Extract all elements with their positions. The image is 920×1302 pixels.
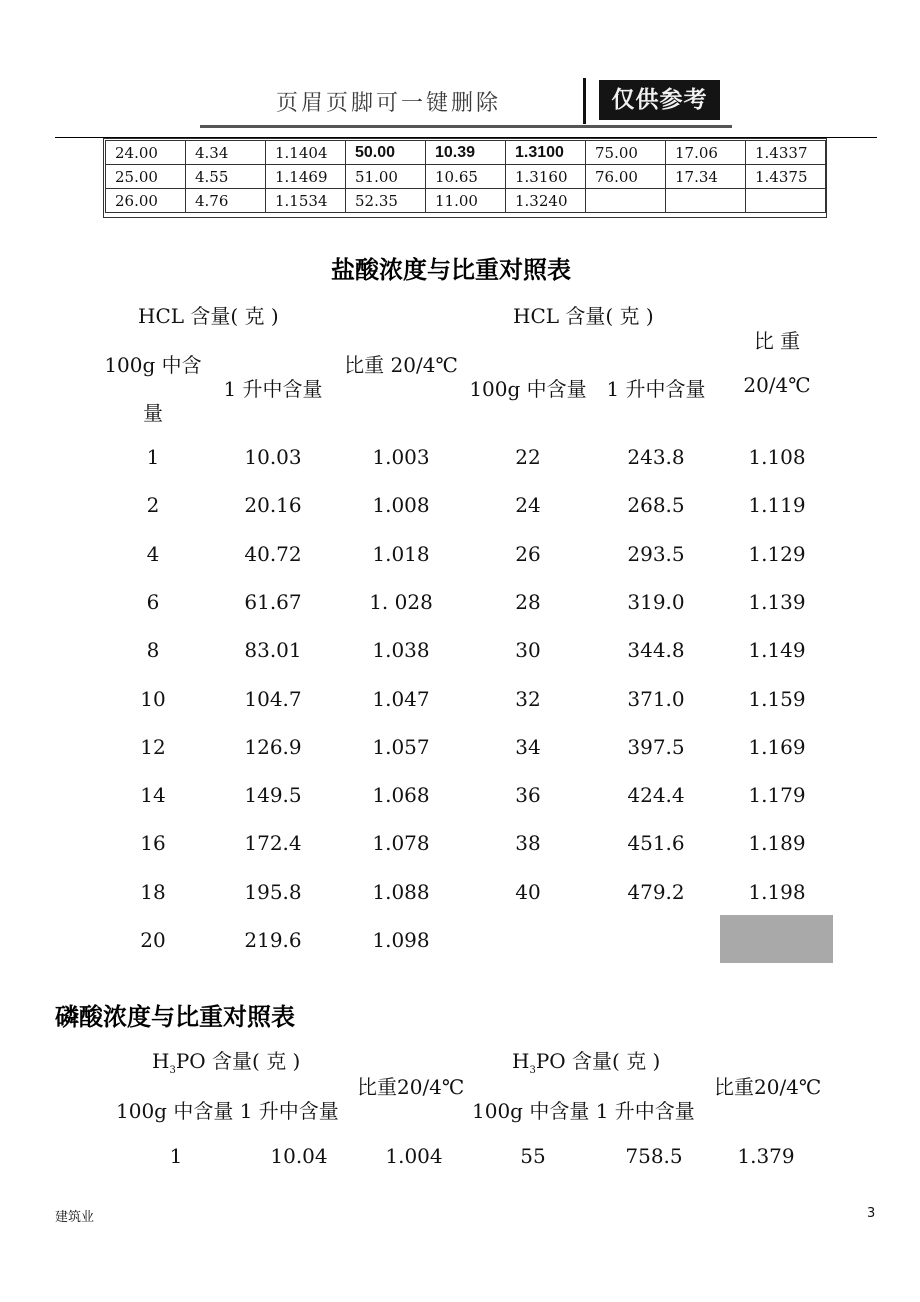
hcl-col-sg-header: 比重 20/4℃ xyxy=(344,353,458,377)
table-cell: 1.4375 xyxy=(746,165,826,189)
hcl-group-header-right: HCL 含量( 克 ) xyxy=(513,304,654,328)
hcl-cell: 22 xyxy=(515,445,541,469)
table-cell: 4.34 xyxy=(186,141,266,165)
h3po-formula-rest: PO 含量( 克 ) xyxy=(175,1049,301,1073)
h3po-cell: 1.004 xyxy=(385,1144,443,1168)
table-cell: 24.00 xyxy=(106,141,186,165)
page-number: 3 xyxy=(867,1206,876,1221)
h3po-formula-sub: 3 xyxy=(169,1065,176,1076)
hcl-cell: 1.169 xyxy=(748,735,806,759)
hcl-cell: 1.003 xyxy=(372,445,430,469)
hcl-cell: 104.7 xyxy=(244,687,302,711)
table-cell: 75.00 xyxy=(586,141,666,165)
hcl-cell: 1.149 xyxy=(748,638,806,662)
hcl-cell: 38 xyxy=(515,831,541,855)
table-cell: 26.00 xyxy=(106,189,186,213)
hcl-cell: 424.4 xyxy=(627,783,685,807)
hcl-cell: 1.038 xyxy=(372,638,430,662)
hcl-cell: 1.068 xyxy=(372,783,430,807)
h3po-cell: 758.5 xyxy=(625,1144,683,1168)
hcl-cell: 1.198 xyxy=(748,880,806,904)
hcl-cell: 1.098 xyxy=(372,928,430,952)
hcl-col-sg-header-right: 比 重 xyxy=(753,329,801,353)
table-cell: 1.3100 xyxy=(506,141,586,165)
hcl-cell: 18 xyxy=(140,880,166,904)
hcl-cell: 14 xyxy=(140,783,166,807)
hcl-col-1l-header-right: 1 升中含量 xyxy=(606,377,706,401)
hcl-cell: 1.078 xyxy=(372,831,430,855)
table-cell: 4.76 xyxy=(186,189,266,213)
hcl-cell: 195.8 xyxy=(244,880,302,904)
hcl-cell: 4 xyxy=(146,542,160,566)
hcl-cell: 1.057 xyxy=(372,735,430,759)
footer-label: 建筑业 xyxy=(55,1210,95,1225)
hcl-cell: 1.179 xyxy=(748,783,806,807)
hcl-cell: 1.189 xyxy=(748,831,806,855)
hcl-col-100g-header-cont: 量 xyxy=(143,401,163,425)
hcl-cell: 6 xyxy=(146,590,160,614)
hcl-cell: 1.129 xyxy=(748,542,806,566)
hcl-cell: 61.67 xyxy=(244,590,302,614)
h3po-formula-h: H xyxy=(512,1049,530,1073)
hcl-table-title: 盐酸浓度与比重对照表 xyxy=(331,255,571,284)
h3po-col-sub-header-right: 100g 中含量 1 升中含量 xyxy=(472,1099,695,1123)
hcl-cell: 172.4 xyxy=(244,831,302,855)
table-cell: 1.1534 xyxy=(266,189,346,213)
hcl-col-1l-header: 1 升中含量 xyxy=(223,377,323,401)
table-cell: 1.3160 xyxy=(506,165,586,189)
hcl-cell: 24 xyxy=(515,493,541,517)
hcl-cell: 1.108 xyxy=(748,445,806,469)
reference-badge: 仅供参考 xyxy=(599,80,720,120)
h3po-col-sub-header-left: 100g 中含量 1 升中含量 xyxy=(116,1099,339,1123)
hcl-cell: 40.72 xyxy=(244,542,302,566)
hcl-cell: 8 xyxy=(146,638,160,662)
hcl-cell: 479.2 xyxy=(627,880,685,904)
h3po-cell: 1 xyxy=(169,1144,183,1168)
header-underline xyxy=(200,125,732,128)
gray-shaded-cell xyxy=(720,915,833,963)
table-cell: 11.00 xyxy=(426,189,506,213)
table-row xyxy=(106,141,826,165)
hcl-cell: 20.16 xyxy=(244,493,302,517)
hcl-cell: 243.8 xyxy=(627,445,685,469)
h3po-cell: 10.04 xyxy=(270,1144,328,1168)
table-cell: 51.00 xyxy=(346,165,426,189)
header-rule xyxy=(55,137,877,138)
hcl-cell: 32 xyxy=(515,687,541,711)
h3po-cell: 1.379 xyxy=(737,1144,795,1168)
table-cell xyxy=(586,189,666,213)
hcl-cell: 1.047 xyxy=(372,687,430,711)
hcl-cell: 2 xyxy=(146,493,160,517)
hcl-cell: 10 xyxy=(140,687,166,711)
h3po-formula-sub: 3 xyxy=(529,1065,536,1076)
hcl-cell: 10.03 xyxy=(244,445,302,469)
table-cell: 10.65 xyxy=(426,165,506,189)
hcl-cell: 12 xyxy=(140,735,166,759)
table-cell: 4.55 xyxy=(186,165,266,189)
header-text: 页眉页脚可一键删除 xyxy=(276,91,502,116)
hcl-cell: 36 xyxy=(515,783,541,807)
h3po-group-header-right xyxy=(512,1045,660,1076)
hcl-col-100g-header-right: 100g 中含量 xyxy=(469,377,587,401)
hcl-cell: 1.139 xyxy=(748,590,806,614)
hcl-cell: 451.6 xyxy=(627,831,685,855)
h3po-cell: 55 xyxy=(520,1144,546,1168)
hcl-cell: 1.159 xyxy=(748,687,806,711)
hcl-cell: 30 xyxy=(515,638,541,662)
hcl-cell: 149.5 xyxy=(244,783,302,807)
hcl-cell: 1 xyxy=(146,445,160,469)
hcl-cell: 26 xyxy=(515,542,541,566)
hcl-cell: 1.088 xyxy=(372,880,430,904)
h3po-col-sg-header-left: 比重20/4℃ xyxy=(357,1075,465,1099)
hcl-cell: 1.018 xyxy=(372,542,430,566)
continued-table xyxy=(105,140,826,213)
hcl-cell: 126.9 xyxy=(244,735,302,759)
table-cell: 52.35 xyxy=(346,189,426,213)
hcl-cell: 40 xyxy=(515,880,541,904)
hcl-cell: 20 xyxy=(140,928,166,952)
table-cell: 1.4337 xyxy=(746,141,826,165)
hcl-cell: 16 xyxy=(140,831,166,855)
h3po-formula-rest: PO 含量( 克 ) xyxy=(535,1049,661,1073)
hcl-cell: 319.0 xyxy=(627,590,685,614)
table-cell: 25.00 xyxy=(106,165,186,189)
hcl-cell: 344.8 xyxy=(627,638,685,662)
table-row xyxy=(106,189,826,213)
table-row xyxy=(106,165,826,189)
hcl-group-header-left: HCL 含量( 克 ) xyxy=(138,304,279,328)
hcl-cell: 28 xyxy=(515,590,541,614)
hcl-cell: 293.5 xyxy=(627,542,685,566)
h3po-group-header-left xyxy=(152,1045,300,1076)
hcl-cell: 371.0 xyxy=(627,687,685,711)
table-cell: 1.3240 xyxy=(506,189,586,213)
table-cell: 1.1469 xyxy=(266,165,346,189)
hcl-cell: 397.5 xyxy=(627,735,685,759)
table-cell xyxy=(666,189,746,213)
table-cell: 17.34 xyxy=(666,165,746,189)
table-cell: 10.39 xyxy=(426,141,506,165)
hcl-cell: 268.5 xyxy=(627,493,685,517)
h3po-formula-h: H xyxy=(152,1049,170,1073)
table-cell: 50.00 xyxy=(346,141,426,165)
hcl-cell: 1.119 xyxy=(748,493,806,517)
table-cell: 17.06 xyxy=(666,141,746,165)
hcl-cell: 83.01 xyxy=(244,638,302,662)
hcl-cell: 219.6 xyxy=(244,928,302,952)
hcl-cell: 1. 028 xyxy=(369,590,433,614)
hcl-col-sg-header-right-cont: 20/4℃ xyxy=(743,373,811,397)
table-cell: 1.1404 xyxy=(266,141,346,165)
hcl-cell: 1.008 xyxy=(372,493,430,517)
header-divider xyxy=(583,78,586,124)
h3po-col-sg-header-right: 比重20/4℃ xyxy=(714,1075,822,1099)
table-cell xyxy=(746,189,826,213)
table-cell: 76.00 xyxy=(586,165,666,189)
hcl-col-100g-header: 100g 中含 xyxy=(104,353,202,377)
hcl-cell: 34 xyxy=(515,735,541,759)
h3po-table-title: 磷酸浓度与比重对照表 xyxy=(55,1002,295,1031)
